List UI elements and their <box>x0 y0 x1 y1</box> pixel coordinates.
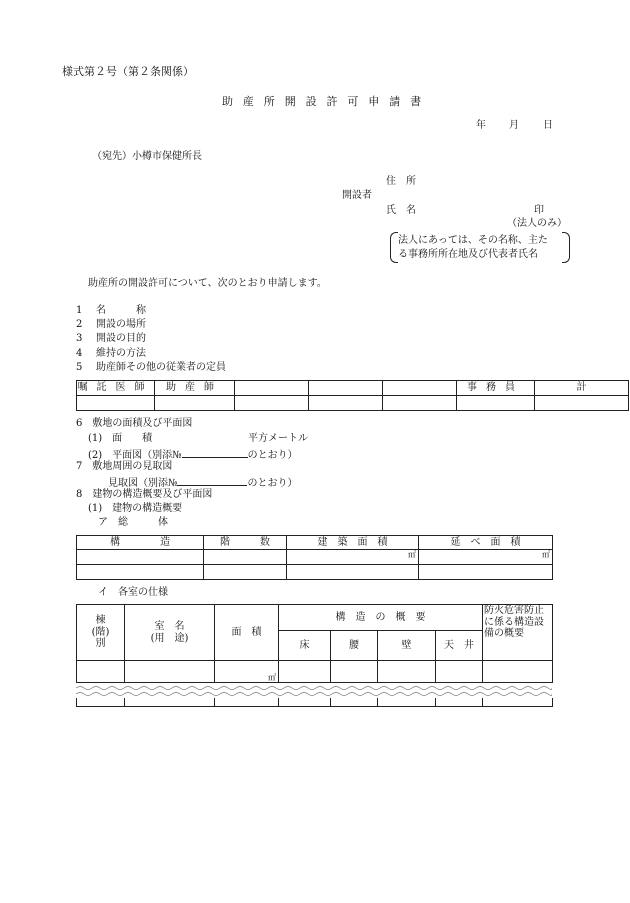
floor-plan-prefix: (2) 平面図（別添№ <box>88 450 182 461</box>
name-label: 氏 名 <box>386 205 416 216</box>
corporate-note-line1: 法人にあっては、その名称、主た <box>398 235 548 246</box>
site-map-line <box>108 476 297 489</box>
item-3-number: 3 <box>76 333 83 344</box>
applicant-label: 開設者 <box>342 190 372 201</box>
col-midwife: 助産師 <box>155 381 235 396</box>
item-4-label: 維持の方法 <box>96 348 146 359</box>
corporate-note-line2: る事務所所在地及び代表者氏名 <box>398 249 538 260</box>
col-floors: 階 数 <box>204 536 287 550</box>
item-2-number: 2 <box>76 319 83 330</box>
floor-plan-attachment-field[interactable] <box>182 448 248 458</box>
item-5-number: 5 <box>76 362 83 373</box>
subcol-ceiling: 天 井 <box>436 631 483 661</box>
room-specification-table <box>76 604 553 683</box>
site-area-unit: 平方メートル <box>248 433 308 444</box>
page-title: 助産所開設許可申請書 <box>222 95 431 108</box>
seal-mark: 印 <box>534 205 544 216</box>
overall-subheading: ア 総 体 <box>98 517 168 528</box>
subcol-floor: 床 <box>279 631 331 661</box>
subcol-waist: 腰 <box>331 631 378 661</box>
item-1-number: 1 <box>76 305 83 316</box>
section-7-heading: 7 敷地周囲の見取図 <box>76 461 173 472</box>
col-clerk: 事務員 <box>457 381 535 396</box>
building-area-unit[interactable]: ㎡ <box>287 550 419 565</box>
section-6-heading: 6 敷地の面積及び平面図 <box>76 418 193 429</box>
building-overall-table <box>76 535 553 580</box>
floor-plan-line <box>88 448 298 461</box>
item-2-label: 開設の場所 <box>96 319 146 330</box>
subcol-wall: 壁 <box>378 631 436 661</box>
item-3-label: 開設の目的 <box>96 333 146 344</box>
site-map-attachment-field[interactable] <box>177 476 247 486</box>
address-label: 住 所 <box>386 176 416 187</box>
col-room-area: 面 積 <box>215 605 279 661</box>
date-year-label: 年 <box>476 120 486 131</box>
addressee: （宛先）小樽市保健所長 <box>92 151 202 162</box>
corporate-only-note: （法人のみ） <box>507 218 567 229</box>
item-4-number: 4 <box>76 348 83 359</box>
staff-quota-table <box>76 380 629 411</box>
intro-text: 助産所の開設許可について、次のとおり申請します。 <box>88 278 327 289</box>
date-month-label: 月 <box>509 120 519 131</box>
room-specification-table-continued <box>76 698 553 707</box>
rooms-subheading: イ 各室の仕様 <box>98 587 168 598</box>
item-1-label: 名 称 <box>96 305 146 316</box>
col-building-area: 建 築 面 積 <box>287 536 419 550</box>
col-building-floor: 棟 (階) 別 <box>77 605 125 661</box>
col-structure: 構 造 <box>77 536 204 550</box>
floor-plan-suffix: のとおり） <box>247 450 298 461</box>
building-structure-subheading: (1) 建物の構造概要 <box>88 503 183 514</box>
form-number: 様式第２号（第２条関係） <box>62 65 194 78</box>
col-fire-prevention: 防火危害防止 に係る構造設 備の概要 <box>483 605 553 661</box>
col-room-name: 室 名 (用 途) <box>125 605 215 661</box>
col-total-floor-area: 延 べ 面 積 <box>419 536 553 550</box>
room-area-unit[interactable]: ㎡ <box>215 661 279 683</box>
col-structure-overview: 構 造 の 概 要 <box>279 605 483 631</box>
col-total: 計 <box>535 381 629 396</box>
corporate-note-bracket <box>390 232 570 263</box>
site-area-label: (1) 面 積 <box>88 433 153 444</box>
total-floor-area-unit[interactable]: ㎡ <box>419 550 553 565</box>
item-5-label: 助産師その他の従業者の定員 <box>96 362 226 373</box>
site-map-prefix: 見取図（別添№ <box>108 478 178 489</box>
section-8-heading: 8 建物の構造概要及び平面図 <box>76 489 213 500</box>
col-commissioned-doctor: 嘱託医師 <box>77 381 155 396</box>
date-day-label: 日 <box>543 120 553 131</box>
site-map-suffix: のとおり） <box>247 478 298 489</box>
